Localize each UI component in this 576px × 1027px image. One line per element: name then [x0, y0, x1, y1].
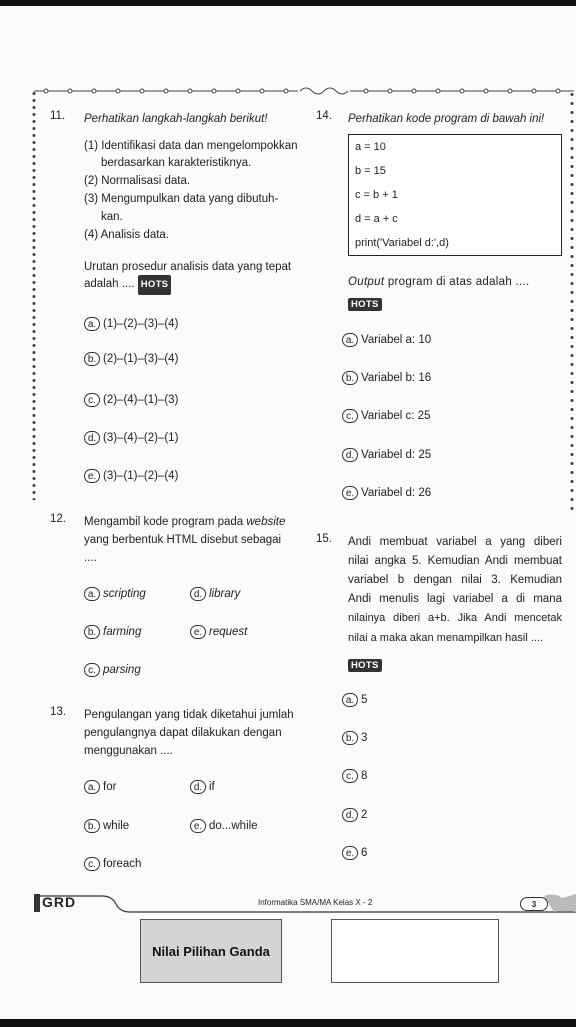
q12-text-italic: website: [246, 516, 286, 528]
option-text: library: [209, 588, 241, 600]
option-letter: b.: [84, 352, 100, 366]
option-letter: c.: [84, 393, 100, 407]
q12-line2: yang berbentuk HTML disebut sebagai: [84, 534, 282, 546]
dotted-border-right: [568, 90, 576, 510]
q12-line3: ....: [84, 552, 97, 564]
q15-option-b[interactable]: [342, 731, 367, 745]
page-number: 3: [520, 897, 548, 911]
option-letter: c.: [342, 409, 358, 423]
option-text: parsing: [103, 664, 141, 676]
option-letter: b.: [84, 625, 100, 639]
q11-option-c[interactable]: [84, 393, 178, 407]
q15-line: nilai a maka akan menampilkan hasil ....: [348, 632, 544, 644]
q12-line1: [84, 513, 285, 531]
q11-prompt: Perhatikan langkah-langkah berikut!: [84, 113, 268, 125]
option-letter: e.: [190, 625, 206, 639]
q13-number: 13.: [50, 706, 66, 718]
option-letter: e.: [342, 846, 358, 860]
q15-line: variabel b dengan nilai 3. Kemudian: [348, 574, 562, 586]
q14-option-b[interactable]: [342, 371, 431, 385]
q15-line: Andi menulis lagi variabel a di mana: [348, 593, 562, 605]
dotted-border-left: [30, 90, 38, 500]
q13-option-d[interactable]: [190, 780, 215, 794]
option-letter: d.: [190, 587, 206, 601]
option-letter: b.: [84, 819, 100, 833]
score-label: Nilai Pilihan Ganda: [140, 919, 282, 983]
q11-option-a[interactable]: [84, 317, 178, 331]
q14-prompt: Perhatikan kode program di bawah ini!: [348, 113, 545, 125]
q12-option-d[interactable]: [190, 587, 240, 601]
q12-option-b[interactable]: [84, 625, 141, 639]
option-letter: a.: [84, 317, 100, 331]
top-edge: [0, 0, 576, 6]
option-text: request: [209, 626, 248, 638]
code-line: c = b + 1: [355, 189, 398, 201]
q12-option-a[interactable]: [84, 587, 146, 601]
ornament-border: [30, 84, 576, 98]
footer-logo: GRD: [42, 894, 77, 910]
q13-option-c[interactable]: [84, 857, 141, 871]
option-letter: d.: [342, 808, 358, 822]
option-text: for: [103, 781, 117, 793]
option-text: (2)–(1)–(3)–(4): [103, 353, 179, 365]
option-letter: c.: [84, 663, 100, 677]
code-line: d = a + c: [355, 213, 398, 225]
option-text: Variabel d: 26: [361, 487, 432, 499]
option-text: 8: [361, 770, 368, 782]
q15-line: nilainya diberi a+b. Jika Andi mencetak: [348, 612, 562, 624]
option-text: Variabel a: 10: [361, 334, 432, 346]
option-text: Variabel c: 25: [361, 410, 431, 422]
q15-hots: [348, 655, 382, 673]
option-text: (3)–(1)–(2)–(4): [103, 470, 179, 482]
code-box: [348, 134, 562, 256]
option-text: if: [209, 781, 215, 793]
option-text: do...while: [209, 820, 258, 832]
option-letter: e.: [342, 486, 358, 500]
q11-number: 11.: [50, 110, 66, 122]
q15-option-c[interactable]: [342, 769, 367, 783]
option-text: (3)–(4)–(2)–(1): [103, 432, 179, 444]
q13-line3: menggunakan ....: [84, 745, 173, 757]
q11-step: (3) Mengumpulkan data yang dibutuh-: [84, 193, 279, 205]
q11-question: Urutan prosedur analisis data yang tepat: [84, 261, 292, 273]
q12-option-e[interactable]: [190, 625, 247, 639]
option-letter: d.: [190, 780, 206, 794]
code-line: print('Variabel d:',d): [355, 237, 449, 249]
q13-option-e[interactable]: [190, 819, 258, 833]
q14-question-italic: Output: [348, 276, 385, 288]
hots-badge: HOTS: [348, 298, 382, 311]
bottom-edge: [0, 1019, 576, 1027]
option-letter: a.: [84, 780, 100, 794]
option-letter: c.: [342, 769, 358, 783]
option-letter: b.: [342, 371, 358, 385]
option-letter: a.: [84, 587, 100, 601]
option-text: 2: [361, 809, 368, 821]
code-line: b = 15: [355, 165, 386, 177]
q13-line2: pengulangnya dapat dilakukan dengan: [84, 727, 282, 739]
q14-option-c[interactable]: [342, 409, 430, 423]
q11-step: (4) Analisis data.: [84, 229, 170, 241]
option-letter: c.: [84, 857, 100, 871]
option-text: farming: [103, 626, 142, 638]
q11-step: (1) Identifikasi data dan mengelompokkan: [84, 140, 298, 152]
option-text: scripting: [103, 588, 146, 600]
q11-option-b[interactable]: [84, 352, 178, 366]
option-text: (2)–(4)–(1)–(3): [103, 394, 179, 406]
q14-option-d[interactable]: [342, 448, 431, 462]
q11-question-end: [84, 275, 171, 295]
q13-option-b[interactable]: [84, 819, 129, 833]
option-letter: d.: [84, 431, 100, 445]
option-text: 3: [361, 732, 368, 744]
option-text: 6: [361, 847, 368, 859]
q11-step: berdasarkan karakteristiknya.: [101, 157, 252, 169]
option-text: Variabel d: 25: [361, 449, 432, 461]
option-letter: e.: [190, 819, 206, 833]
q15-line: nilai angka 5. Kemudian Andi membuat: [348, 555, 562, 567]
q14-option-a[interactable]: [342, 333, 431, 347]
option-text: foreach: [103, 858, 142, 870]
option-text: Variabel b: 16: [361, 372, 432, 384]
option-letter: a.: [342, 693, 358, 707]
q15-option-a[interactable]: [342, 693, 367, 707]
option-letter: a.: [342, 333, 358, 347]
q11-question-text: adalah ....: [84, 278, 135, 290]
q15-number: 15.: [316, 533, 332, 545]
score-field[interactable]: [331, 919, 499, 983]
option-text: while: [103, 820, 130, 832]
hots-badge: HOTS: [138, 275, 172, 295]
q13-line1: Pengulangan yang tidak diketahui jumlah: [84, 709, 294, 721]
q12-option-c[interactable]: [84, 663, 141, 677]
q11-step: kan.: [101, 211, 123, 223]
option-letter: e.: [84, 469, 100, 483]
option-letter: b.: [342, 731, 358, 745]
q11-step: (2) Normalisasi data.: [84, 175, 191, 187]
q12-number: 12.: [50, 513, 66, 525]
q13-option-a[interactable]: [84, 780, 116, 794]
q12-text: Mengambil kode program pada: [84, 516, 247, 528]
option-text: (1)–(2)–(3)–(4): [103, 318, 179, 330]
option-text: 5: [361, 694, 368, 706]
option-letter: d.: [342, 448, 358, 462]
q11-option-e[interactable]: [84, 469, 178, 483]
q11-option-d[interactable]: [84, 431, 178, 445]
footer-book-title: Informatika SMA/MA Kelas X - 2: [258, 898, 373, 907]
q14-hots: [348, 294, 382, 312]
q15-line: Andi membuat variabel a yang diberi: [348, 536, 562, 548]
q14-option-e[interactable]: [342, 486, 431, 500]
hots-badge: HOTS: [348, 659, 382, 672]
q14-question-text: program di atas adalah ....: [384, 276, 530, 288]
code-line: a = 10: [355, 141, 386, 153]
q15-option-e[interactable]: [342, 846, 367, 860]
q14-question: [348, 273, 562, 291]
q14-number: 14.: [316, 110, 332, 122]
q15-option-d[interactable]: [342, 808, 367, 822]
